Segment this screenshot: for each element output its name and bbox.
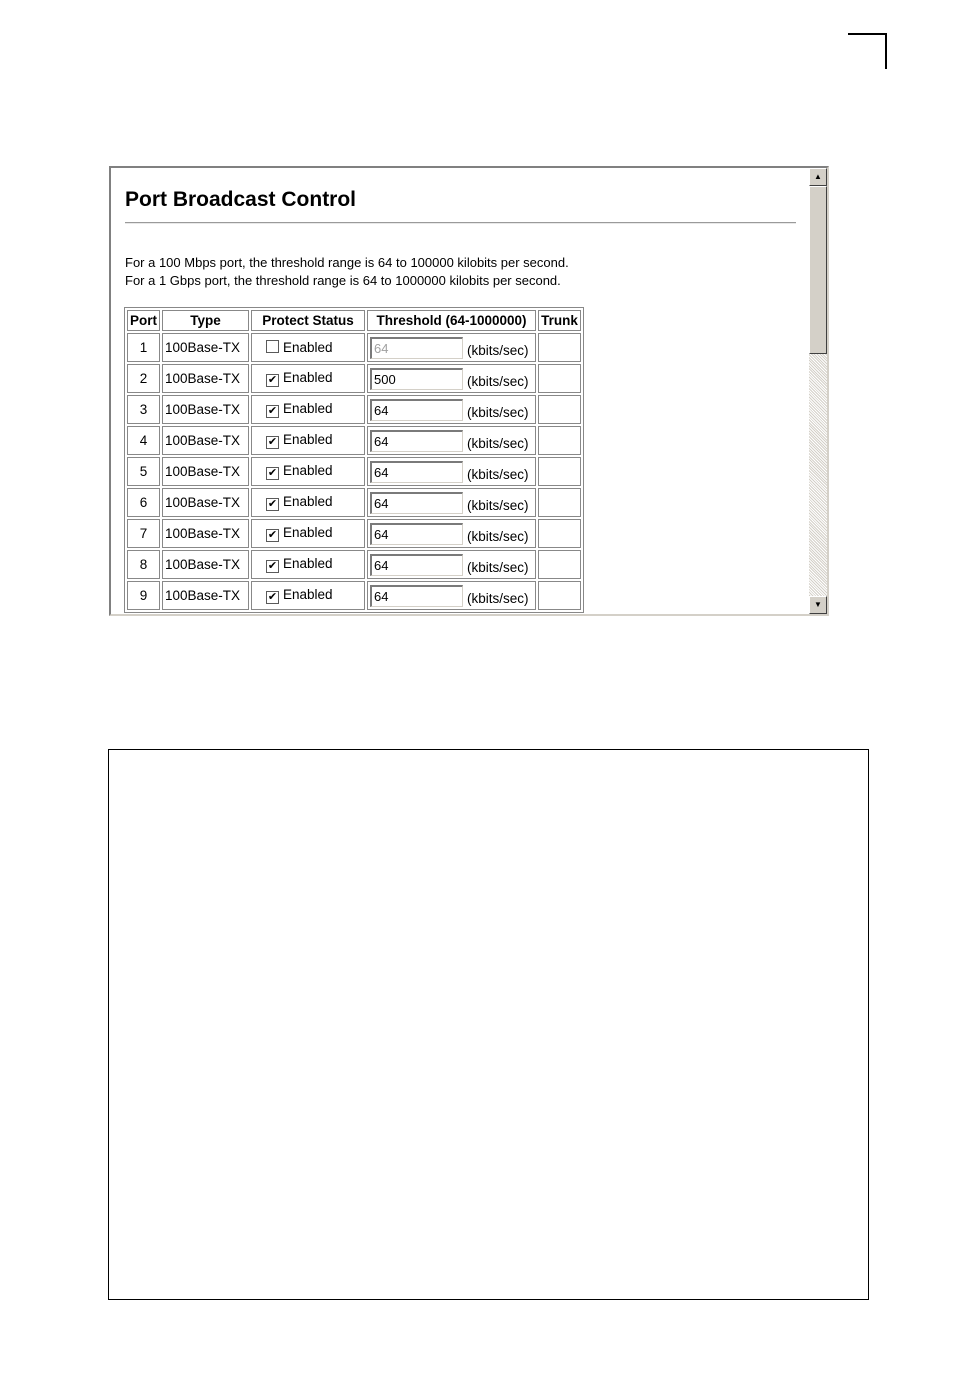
vertical-scrollbar[interactable] — [809, 168, 827, 614]
protect-status-cell — [251, 426, 365, 455]
protect-status-cell — [251, 457, 365, 486]
threshold-cell — [367, 457, 536, 486]
col-header-protect-status: Protect Status — [251, 310, 365, 331]
threshold-cell — [367, 519, 536, 548]
table-row — [127, 488, 581, 517]
page-content — [123, 168, 809, 614]
port-number: 8 — [127, 550, 160, 579]
protect-status-cell — [251, 550, 365, 579]
scroll-down-arrow-icon[interactable]: ▼ — [809, 596, 827, 614]
table-row — [127, 426, 581, 455]
threshold-cell — [367, 426, 536, 455]
checkbox-checked-icon[interactable]: ✔ — [267, 405, 278, 417]
protect-status-label: Enabled — [283, 525, 333, 540]
trunk-cell — [538, 364, 581, 393]
browser-window — [109, 166, 829, 616]
threshold-input[interactable]: 64 — [370, 461, 463, 483]
scrollbar-thumb[interactable] — [809, 186, 827, 354]
table-header-row — [127, 310, 581, 331]
threshold-input[interactable]: 64 — [370, 554, 463, 576]
threshold-unit: (kbits/sec) — [467, 405, 529, 421]
threshold-input[interactable]: 64 — [370, 337, 463, 359]
trunk-cell — [538, 426, 581, 455]
col-header-type: Type — [162, 310, 249, 331]
table-row — [127, 581, 581, 610]
checkbox-checked-icon[interactable]: ✔ — [267, 498, 278, 510]
port-type: 100Base-TX — [162, 581, 249, 610]
protect-status-label: Enabled — [283, 556, 333, 571]
checkbox-checked-icon[interactable]: ✔ — [267, 436, 278, 448]
threshold-unit: (kbits/sec) — [467, 436, 529, 452]
checkbox-checked-icon[interactable]: ✔ — [267, 591, 278, 603]
threshold-unit: (kbits/sec) — [467, 343, 529, 359]
port-type: 100Base-TX — [162, 333, 249, 362]
protect-status-label: Enabled — [283, 370, 333, 385]
trunk-cell — [538, 457, 581, 486]
table-row — [127, 519, 581, 548]
table-body — [127, 333, 581, 610]
threshold-cell — [367, 550, 536, 579]
threshold-unit: (kbits/sec) — [467, 560, 529, 576]
port-type: 100Base-TX — [162, 457, 249, 486]
port-number: 4 — [127, 426, 160, 455]
crop-mark — [848, 33, 887, 69]
threshold-cell — [367, 581, 536, 610]
threshold-unit: (kbits/sec) — [467, 591, 529, 607]
threshold-unit: (kbits/sec) — [467, 529, 529, 545]
threshold-cell — [367, 333, 536, 362]
checkbox-checked-icon[interactable]: ✔ — [267, 467, 278, 479]
port-number: 1 — [127, 333, 160, 362]
trunk-cell — [538, 488, 581, 517]
trunk-cell — [538, 333, 581, 362]
threshold-input[interactable]: 500 — [370, 368, 463, 390]
threshold-input[interactable]: 64 — [370, 430, 463, 452]
checkbox-checked-icon[interactable]: ✔ — [267, 560, 278, 572]
trunk-cell — [538, 395, 581, 424]
port-number: 9 — [127, 581, 160, 610]
checkbox-checked-icon[interactable]: ✔ — [267, 374, 278, 386]
port-number: 7 — [127, 519, 160, 548]
protect-status-label: Enabled — [283, 401, 333, 416]
threshold-cell — [367, 488, 536, 517]
crop-mark-vertical — [885, 33, 887, 69]
page-title: Port Broadcast Control — [125, 188, 357, 211]
info-1gbps: For a 1 Gbps port, the threshold range is 64 to 1000000 kilobits per second. — [125, 273, 561, 288]
table-row — [127, 395, 581, 424]
empty-frame — [108, 749, 869, 1300]
title-divider — [125, 222, 796, 224]
trunk-cell — [538, 550, 581, 579]
protect-status-label: Enabled — [283, 463, 333, 478]
table-row — [127, 364, 581, 393]
protect-status-label: Enabled — [283, 587, 333, 602]
info-100mbps: For a 100 Mbps port, the threshold range is 64 to 100000 kilobits per second. — [125, 255, 569, 270]
threshold-input[interactable]: 64 — [370, 399, 463, 421]
col-header-threshold: Threshold (64-1000000) — [367, 310, 536, 331]
checkbox-checked-icon[interactable]: ✔ — [267, 529, 278, 541]
scroll-up-arrow-icon[interactable]: ▲ — [809, 168, 827, 186]
protect-status-cell — [251, 333, 365, 362]
threshold-cell — [367, 395, 536, 424]
trunk-cell — [538, 519, 581, 548]
port-number: 3 — [127, 395, 160, 424]
port-type: 100Base-TX — [162, 426, 249, 455]
port-type: 100Base-TX — [162, 364, 249, 393]
table-row — [127, 457, 581, 486]
port-number: 6 — [127, 488, 160, 517]
col-header-trunk: Trunk — [538, 310, 581, 331]
protect-status-label: Enabled — [283, 432, 333, 447]
protect-status-label: Enabled — [283, 494, 333, 509]
threshold-unit: (kbits/sec) — [467, 498, 529, 514]
checkbox-unchecked-icon[interactable] — [266, 340, 279, 353]
threshold-input[interactable]: 64 — [370, 492, 463, 514]
trunk-cell — [538, 581, 581, 610]
protect-status-cell — [251, 364, 365, 393]
table-row — [127, 550, 581, 579]
threshold-unit: (kbits/sec) — [467, 374, 529, 390]
protect-status-cell — [251, 488, 365, 517]
table-row — [127, 333, 581, 362]
port-type: 100Base-TX — [162, 395, 249, 424]
crop-mark-horizontal — [848, 33, 887, 35]
protect-status-cell — [251, 581, 365, 610]
port-type: 100Base-TX — [162, 488, 249, 517]
col-header-port: Port — [127, 310, 160, 331]
threshold-cell — [367, 364, 536, 393]
port-number: 2 — [127, 364, 160, 393]
threshold-input[interactable]: 64 — [370, 523, 463, 545]
port-type: 100Base-TX — [162, 519, 249, 548]
protect-status-cell — [251, 395, 365, 424]
threshold-unit: (kbits/sec) — [467, 467, 529, 483]
port-number: 5 — [127, 457, 160, 486]
protect-status-label: Enabled — [283, 340, 333, 355]
port-type: 100Base-TX — [162, 550, 249, 579]
protect-status-cell — [251, 519, 365, 548]
port-broadcast-table — [124, 307, 584, 613]
threshold-input[interactable]: 64 — [370, 585, 463, 607]
